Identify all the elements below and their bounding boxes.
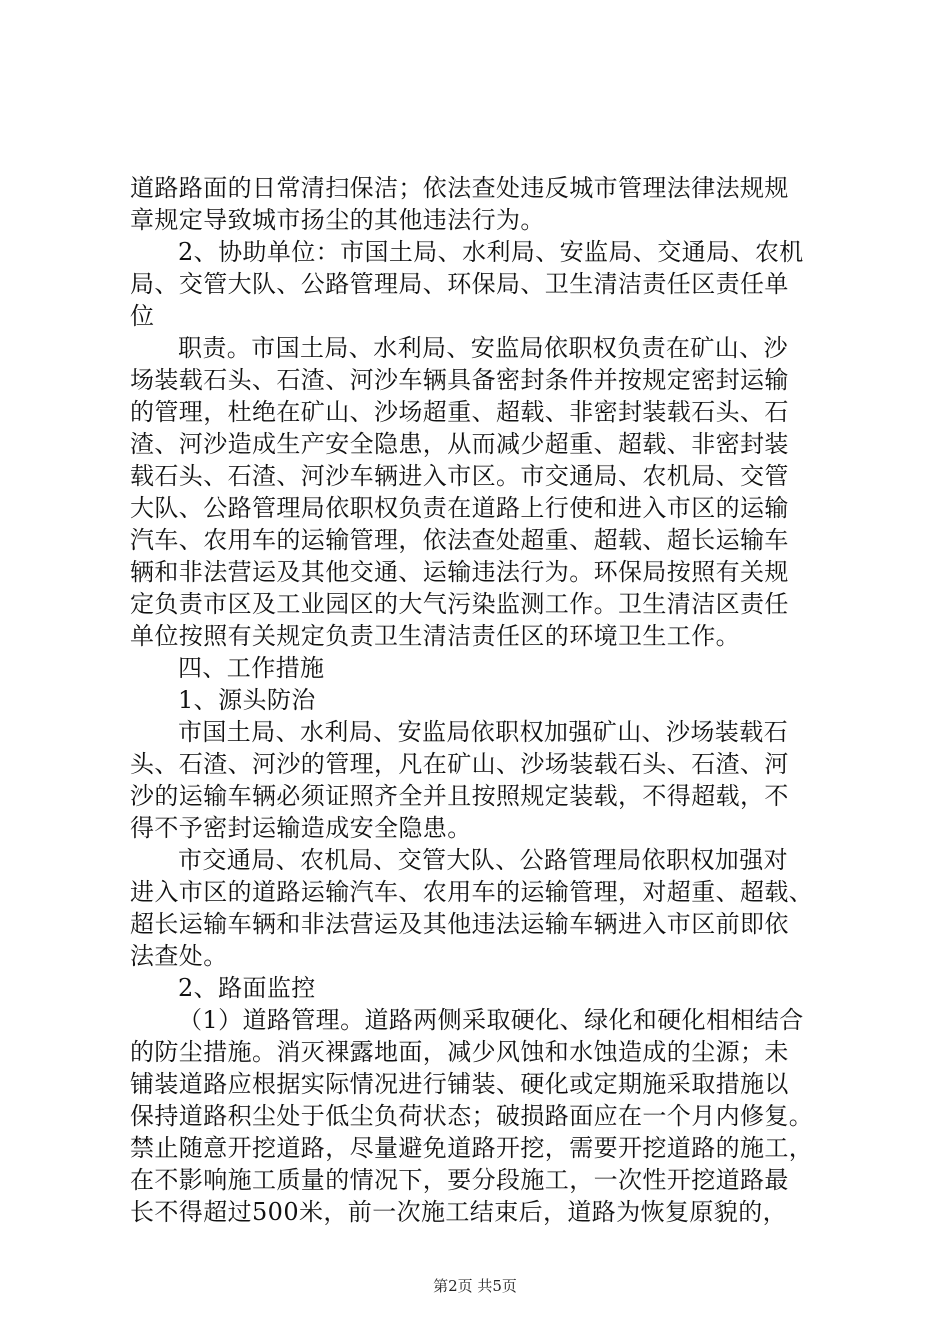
text-line: 单位按照有关规定负责卫生清洁责任区的环境卫生工作。 [130,622,740,650]
text-line: 禁止随意开挖道路，尽量避免道路开挖，需要开挖道路的施工， [130,1134,814,1162]
text-line: 得不予密封运输造成安全隐患。 [130,814,472,842]
subsection-heading: 1、源头防治 [178,686,316,714]
text-line: 职责。市国土局、水利局、安监局依职权负责在矿山、沙 [178,334,788,362]
section-heading: 四、工作措施 [178,654,325,682]
text-line: 场装载石头、石渣、河沙车辆具备密封条件并按规定密封运输 [130,366,789,394]
document-body [130,172,830,1228]
text-line: 超长运输车辆和非法营运及其他违法运输车辆进入市区前即依 [130,910,789,938]
text-line: 局、交管大队、公路管理局、环保局、卫生清洁责任区责任单 [130,270,789,298]
text-line: 市交通局、农机局、交管大队、公路管理局依职权加强对 [178,846,788,874]
text-line: 载石头、石渣、河沙车辆进入市区。市交通局、农机局、交管 [130,462,789,490]
text-line: 章规定导致城市扬尘的其他违法行为。 [130,206,545,234]
text-line: 大队、公路管理局依职权负责在道路上行使和进入市区的运输 [130,494,789,522]
text-line: 沙的运输车辆必须证照齐全并且按照规定装载，不得超载，不 [130,782,789,810]
text-line: 的防尘措施。消灭裸露地面，减少风蚀和水蚀造成的尘源；未 [130,1038,789,1066]
subsection-heading: 2、路面监控 [178,974,316,1002]
text-line: 法查处。 [130,942,228,970]
text-line: 的管理，杜绝在矿山、沙场超重、超载、非密封装载石头、石 [130,398,789,426]
text-line: 保持道路积尘处于低尘负荷状态；破损路面应在一个月内修复。 [130,1102,814,1130]
text-line: 位 [130,302,155,330]
text-line: 2、协助单位：市国土局、水利局、安监局、交通局、农机 [178,238,804,266]
text-line: 长不得超过500米，前一次施工结束后，道路为恢复原貌的， [130,1198,788,1226]
page-footer: 第2页 共5页 [433,1277,517,1295]
text-line: 渣、河沙造成生产安全隐患，从而减少超重、超载、非密封装 [130,430,789,458]
text-line: 定负责市区及工业园区的大气污染监测工作。卫生清洁区责任 [130,590,789,618]
text-line: 市国土局、水利局、安监局依职权加强矿山、沙场装载石 [178,718,788,746]
text-line: 头、石渣、河沙的管理，凡在矿山、沙场装载石头、石渣、河 [130,750,789,778]
text-line: 辆和非法营运及其他交通、运输违法行为。环保局按照有关规 [130,558,789,586]
text-line: （1）道路管理。道路两侧采取硬化、绿化和硬化相相结合 [178,1006,804,1034]
text-line: 在不影响施工质量的情况下，要分段施工，一次性开挖道路最 [130,1166,789,1194]
text-line: 铺装道路应根据实际情况进行铺装、硬化或定期施采取措施以 [130,1070,789,1098]
text-line: 汽车、农用车的运输管理，依法查处超重、超载、超长运输车 [130,526,789,554]
text-line: 进入市区的道路运输汽车、农用车的运输管理，对超重、超载、 [130,878,814,906]
text-line: 道路路面的日常清扫保洁；依法查处违反城市管理法律法规规 [130,174,789,202]
